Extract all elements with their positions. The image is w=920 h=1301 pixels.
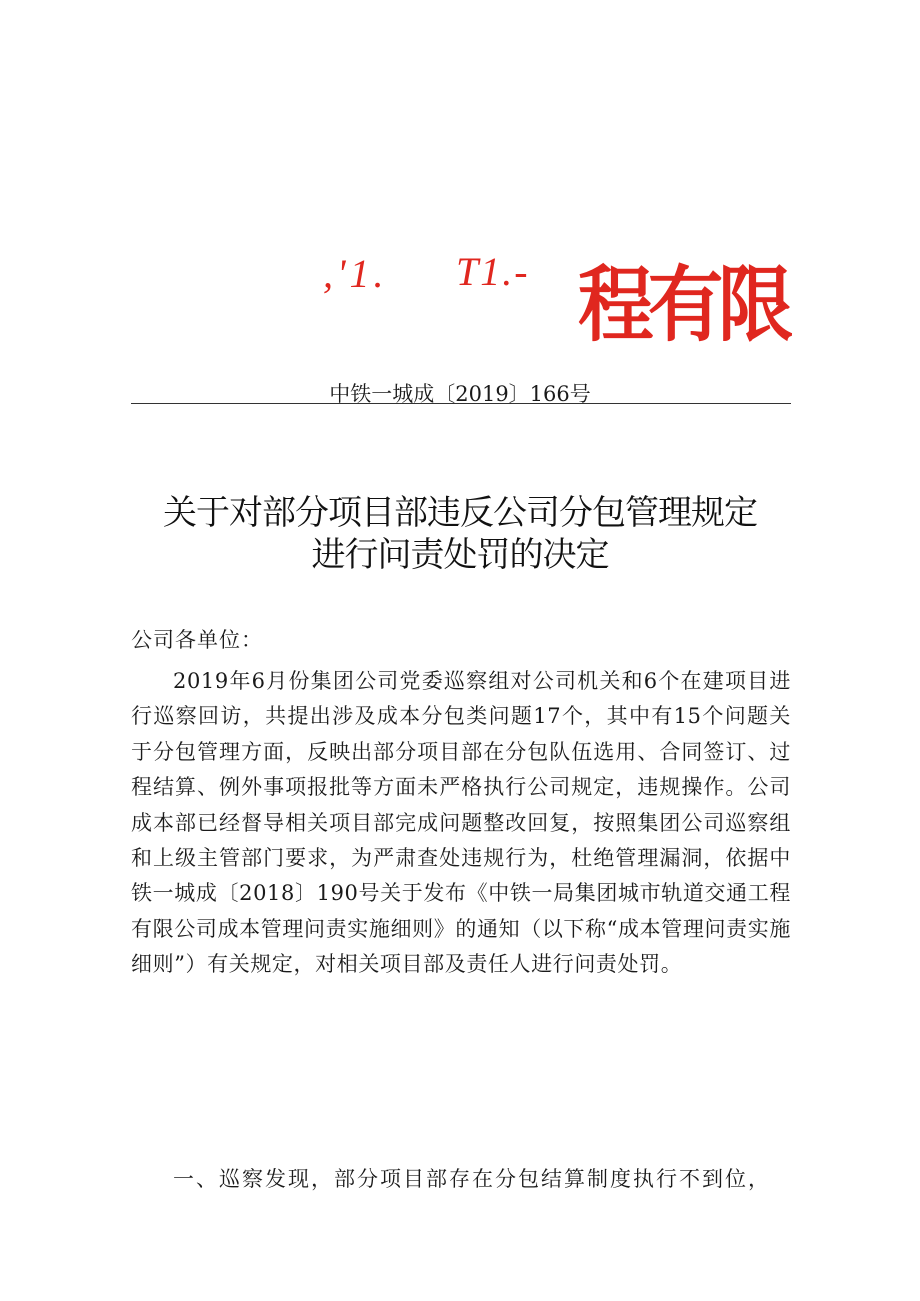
document-number: 中铁一城成〔2019〕166号 <box>329 382 591 406</box>
header-divider <box>131 403 791 404</box>
header-fragment-2: T1.- <box>456 249 530 294</box>
title-line-1: 关于对部分项目部违反公司分包管理规定 <box>163 493 757 533</box>
section-1-heading: 一、巡察发现，部分项目部存在分包结算制度执行不到位， <box>173 1167 771 1191</box>
title-line-2: 进行问责处罚的决定 <box>311 535 609 575</box>
salutation: 公司各单位： <box>131 628 263 652</box>
paragraph-1: 2019年6月份集团公司党委巡察组对公司机关和6个在建项目进行巡察回访，共提出涉及成本分包类问题17个，其中有15个问题关于分包管理方面，反映出部分项目部在分包队伍选用、合同签订、过程结算、例外事项报批等方面未严格执行公司规定，违规操作。公司成本部已经督导相关项目部完成问题整改回复，按照集团公司巡察组和上级主管部门要求，为严肃查处违规行为，杜绝管理漏洞，依据中铁一城成〔2018〕190号关于发布《中铁一局集团城市轨道交通工程有限公司成本管理问责实施细则》的通知（以下称“成本管理问责实施细则”）有关规定，对相关项目部及责任人进行问责处罚。 <box>131 669 791 977</box>
document-title <box>0 492 920 576</box>
header-fragment-3: 程有限 <box>578 258 788 353</box>
document-header-red <box>0 240 920 353</box>
header-fragment-1: ,'1. <box>323 251 388 296</box>
